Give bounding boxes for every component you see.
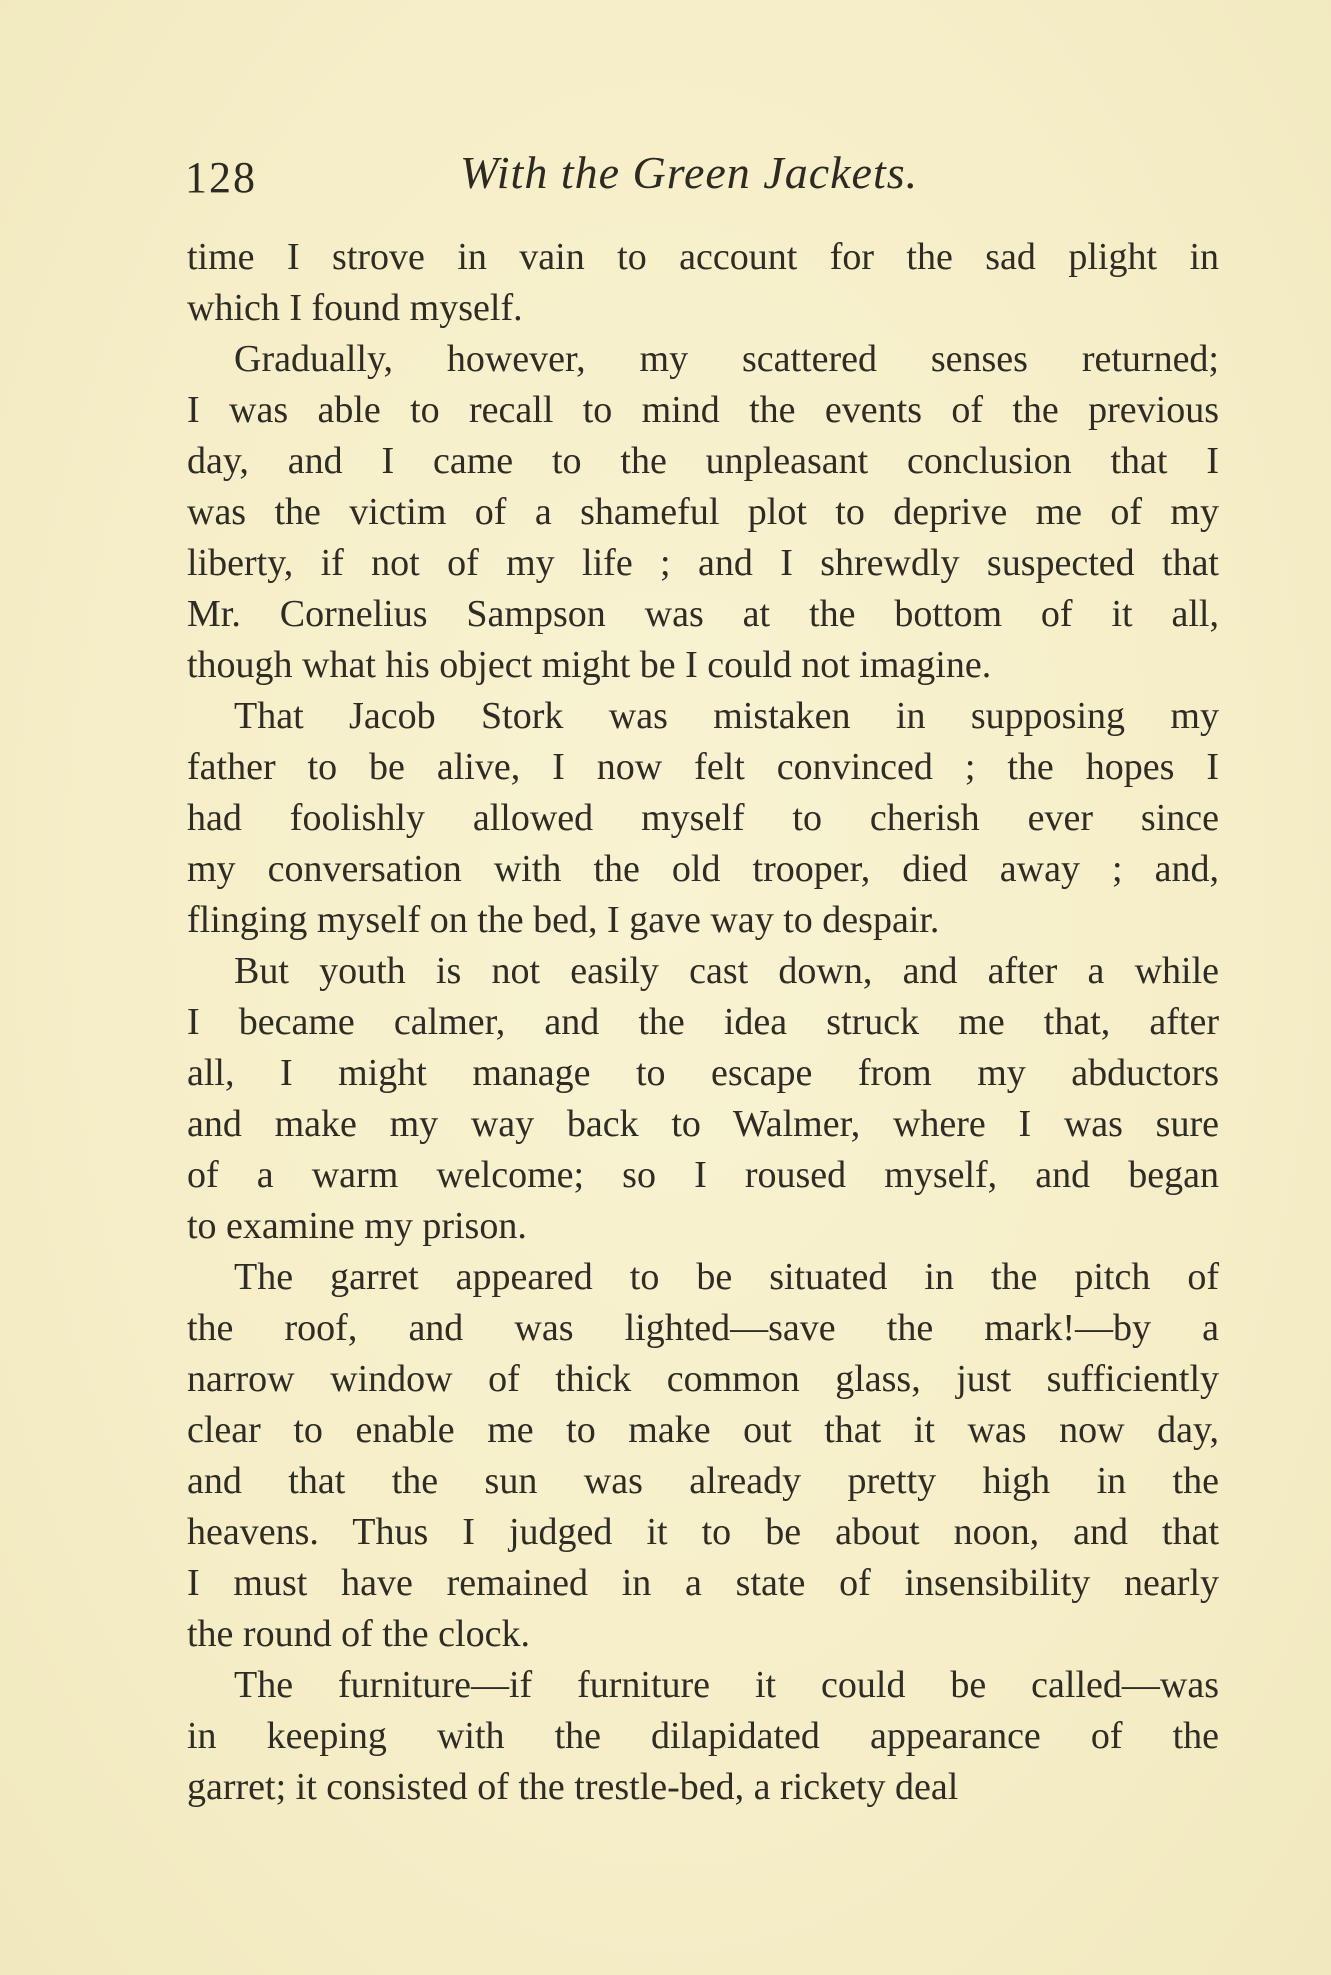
text-line: father to be alive, I now felt convinced ; the hopes I xyxy=(187,746,1219,788)
text-line: I was able to recall to mind the events of the previous xyxy=(187,389,1219,431)
text-line: The garret appeared to be situated in the pitch of xyxy=(234,1256,1219,1298)
text-line: heavens. Thus I judged it to be about noon, and that xyxy=(187,1511,1219,1553)
text-line: flinging myself on the bed, I gave way to despair. xyxy=(187,899,940,941)
paragraph xyxy=(187,1660,1219,1813)
paragraph xyxy=(187,334,1219,691)
text-line: Mr. Cornelius Sampson was at the bottom of it all, xyxy=(187,593,1219,635)
text-line: That Jacob Stork was mistaken in supposing my xyxy=(234,695,1219,737)
running-header xyxy=(185,146,1145,206)
text-line: But youth is not easily cast down, and after a while xyxy=(234,950,1219,992)
text-line: liberty, if not of my life ; and I shrewdly suspected that xyxy=(187,542,1219,584)
text-line: all, I might manage to escape from my abductors xyxy=(187,1052,1219,1094)
paragraph xyxy=(187,946,1219,1252)
text-line: which I found myself. xyxy=(187,287,523,329)
body-text xyxy=(187,232,1219,1813)
text-line: and that the sun was already pretty high in the xyxy=(187,1460,1219,1502)
text-line: garret; it consisted of the trestle-bed, a rickety deal xyxy=(187,1766,959,1808)
text-line: of a warm welcome; so I roused myself, and began xyxy=(187,1154,1219,1196)
text-line: was the victim of a shameful plot to deprive me of my xyxy=(187,491,1219,533)
paragraph xyxy=(187,1252,1219,1660)
paragraph xyxy=(187,232,1219,334)
text-line: had foolishly allowed myself to cherish ever since xyxy=(187,797,1219,839)
text-line: and make my way back to Walmer, where I was sure xyxy=(187,1103,1219,1145)
text-line: clear to enable me to make out that it was now day, xyxy=(187,1409,1219,1451)
page-number: 128 xyxy=(185,153,257,202)
text-line: day, and I came to the unpleasant conclusion that I xyxy=(187,440,1219,482)
text-line: Gradually, however, my scattered senses returned; xyxy=(234,338,1219,380)
text-line: to examine my prison. xyxy=(187,1205,527,1247)
text-line: time I strove in vain to account for the sad plight in xyxy=(187,236,1219,278)
text-line: I became calmer, and the idea struck me that, after xyxy=(187,1001,1219,1043)
paragraph xyxy=(187,691,1219,946)
text-line: I must have remained in a state of insensibility nearly xyxy=(187,1562,1219,1604)
text-line: The furniture—if furniture it could be called—was xyxy=(234,1664,1219,1706)
text-line: the roof, and was lighted—save the mark!—by a xyxy=(187,1307,1219,1349)
text-line: narrow window of thick common glass, just sufficiently xyxy=(187,1358,1219,1400)
text-line: my conversation with the old trooper, died away ; and, xyxy=(187,848,1219,890)
text-line: the round of the clock. xyxy=(187,1613,530,1655)
running-title: With the Green Jackets. xyxy=(460,147,919,198)
text-line: in keeping with the dilapidated appearance of the xyxy=(187,1715,1219,1757)
text-line: though what his object might be I could not imagine. xyxy=(187,644,992,686)
